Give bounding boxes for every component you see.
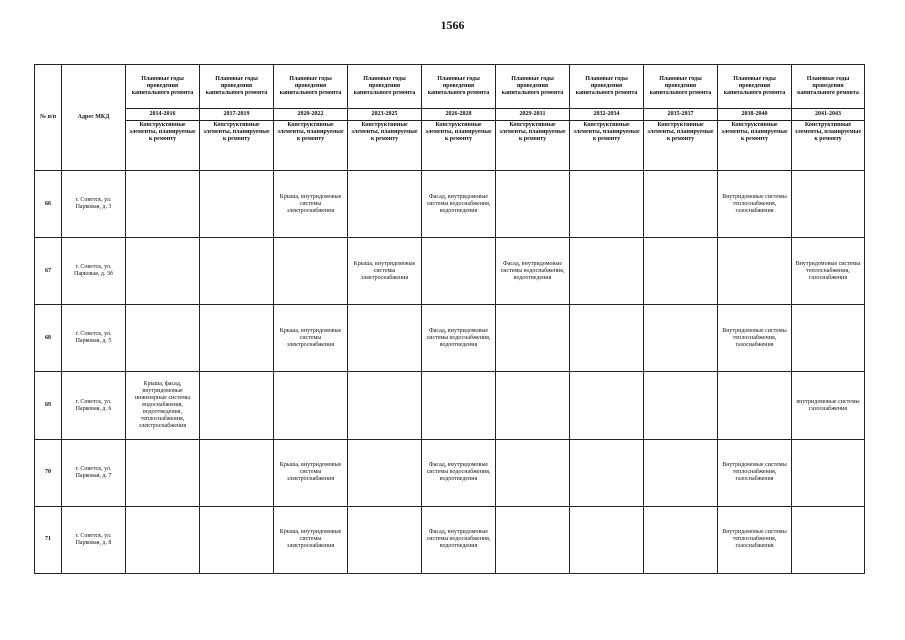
repair-cell: Крыша, внутридомовые системы электроснабжения <box>274 439 348 506</box>
row-address: г. Советск, ул. Парковая, д. 3б <box>62 238 126 305</box>
repair-cell <box>200 439 274 506</box>
table-row <box>35 439 865 506</box>
header-period: 2035-2037 <box>644 109 718 121</box>
repair-cell <box>792 305 865 372</box>
repair-cell <box>644 439 718 506</box>
header-elements-label: Конструктивные элементы, планируемые к ремонту <box>200 121 274 171</box>
repair-cell <box>348 372 422 439</box>
repair-cell <box>200 506 274 573</box>
header-elements-label: Конструктивные элементы, планируемые к ремонту <box>496 121 570 171</box>
header-planned-label: Плановые годы проведения капитального ремонта <box>126 65 200 109</box>
header-elements-label: Конструктивные элементы, планируемые к ремонту <box>570 121 644 171</box>
repair-cell: Фасад, внутридомовые системы водоснабжения, водоотведения <box>422 439 496 506</box>
header-row-planned <box>35 65 865 109</box>
header-period: 2026-2028 <box>422 109 496 121</box>
capital-repair-plan-table <box>34 64 865 574</box>
header-period: 2023-2025 <box>348 109 422 121</box>
repair-cell: Внутридомовые системы теплоснабжения, газоснабжения <box>792 238 865 305</box>
header-elements-label: Конструктивные элементы, планируемые к ремонту <box>126 121 200 171</box>
header-period: 2032-2034 <box>570 109 644 121</box>
repair-cell <box>570 372 644 439</box>
repair-cell: Внутридомовые системы теплоснабжения, газоснабжения <box>718 171 792 238</box>
repair-cell <box>126 506 200 573</box>
repair-cell <box>200 238 274 305</box>
repair-cell <box>570 171 644 238</box>
row-address: г. Советск, ул. Парковая, д. 6 <box>62 372 126 439</box>
repair-cell: Фасад, внутридомовые системы водоснабжения, водоотведения <box>422 171 496 238</box>
repair-cell: Фасад, внутридомовые системы водоснабжения, водоотведения <box>422 305 496 372</box>
table-row <box>35 305 865 372</box>
repair-cell: Внутридомовые системы теплоснабжения, газоснабжения <box>718 506 792 573</box>
repair-cell: Фасад, внутридомовые системы водоснабжения, водоотведения <box>496 238 570 305</box>
table-row <box>35 506 865 573</box>
header-period: 2017-2019 <box>200 109 274 121</box>
repair-cell <box>126 171 200 238</box>
header-elements-label: Конструктивные элементы, планируемые к ремонту <box>718 121 792 171</box>
header-elements-label: Конструктивные элементы, планируемые к ремонту <box>644 121 718 171</box>
header-period: 2014-2016 <box>126 109 200 121</box>
header-planned-label: Плановые годы проведения капитального ремонта <box>570 65 644 109</box>
repair-cell <box>422 238 496 305</box>
header-elements-label: Конструктивные элементы, планируемые к ремонту <box>792 121 865 171</box>
page-number: 1566 <box>440 18 465 32</box>
repair-cell: Крыша, внутридомовые системы электроснабжения <box>348 238 422 305</box>
header-elements-label: Конструктивные элементы, планируемые к ремонту <box>348 121 422 171</box>
header-planned-label: Плановые годы проведения капитального ремонта <box>348 65 422 109</box>
row-address: г. Советск, ул. Парковая, д. 5 <box>62 305 126 372</box>
header-num: № п/п <box>35 65 62 171</box>
repair-cell <box>644 305 718 372</box>
repair-cell <box>274 238 348 305</box>
repair-cell <box>348 171 422 238</box>
repair-cell <box>570 238 644 305</box>
repair-cell <box>496 372 570 439</box>
header-planned-label: Плановые годы проведения капитального ремонта <box>718 65 792 109</box>
repair-cell <box>496 171 570 238</box>
repair-cell <box>274 372 348 439</box>
header-planned-label: Плановые годы проведения капитального ремонта <box>496 65 570 109</box>
row-number: 66 <box>35 171 62 238</box>
repair-cell <box>348 439 422 506</box>
repair-cell: Крыша, внутридомовые системы электроснабжения <box>274 171 348 238</box>
repair-cell <box>718 238 792 305</box>
repair-cell: Крыша, внутридомовые системы электроснабжения <box>274 305 348 372</box>
repair-cell <box>570 506 644 573</box>
repair-cell <box>496 506 570 573</box>
repair-cell <box>570 305 644 372</box>
header-address: Адрес МКД <box>62 65 126 171</box>
repair-cell <box>718 372 792 439</box>
header-planned-label: Плановые годы проведения капитального ремонта <box>274 65 348 109</box>
header-planned-label: Плановые годы проведения капитального ремонта <box>200 65 274 109</box>
table-row <box>35 171 865 238</box>
header-planned-label: Плановые годы проведения капитального ремонта <box>792 65 865 109</box>
repair-cell: Внутридомовые системы теплоснабжения, газоснабжения <box>718 439 792 506</box>
header-period: 2029-2031 <box>496 109 570 121</box>
repair-cell <box>570 439 644 506</box>
repair-cell <box>644 372 718 439</box>
header-period: 2020-2022 <box>274 109 348 121</box>
repair-cell <box>348 305 422 372</box>
repair-cell <box>792 439 865 506</box>
repair-cell <box>644 238 718 305</box>
table-row <box>35 372 865 439</box>
header-row-periods <box>35 109 865 121</box>
repair-cell <box>496 439 570 506</box>
repair-cell <box>200 372 274 439</box>
repair-cell <box>496 305 570 372</box>
repair-cell <box>348 506 422 573</box>
repair-cell: Фасад, внутридомовые системы водоснабжения, водоотведения <box>422 506 496 573</box>
row-number: 68 <box>35 305 62 372</box>
repair-cell <box>422 372 496 439</box>
repair-cell <box>792 171 865 238</box>
row-number: 67 <box>35 238 62 305</box>
row-number: 70 <box>35 439 62 506</box>
repair-cell <box>126 305 200 372</box>
row-address: г. Советск, ул. Парковая, д. 3 <box>62 171 126 238</box>
repair-cell <box>644 171 718 238</box>
repair-cell <box>792 506 865 573</box>
table-row <box>35 238 865 305</box>
repair-cell <box>126 439 200 506</box>
repair-cell <box>200 171 274 238</box>
header-elements-label: Конструктивные элементы, планируемые к ремонту <box>274 121 348 171</box>
row-number: 71 <box>35 506 62 573</box>
repair-cell: Крыша, внутридомовые системы электроснабжения <box>274 506 348 573</box>
repair-cell <box>200 305 274 372</box>
repair-cell <box>644 506 718 573</box>
row-address: г. Советск, ул. Парковая, д. 8 <box>62 506 126 573</box>
header-period: 2041-2043 <box>792 109 865 121</box>
header-row-elements <box>35 121 865 171</box>
header-elements-label: Конструктивные элементы, планируемые к ремонту <box>422 121 496 171</box>
header-period: 2038-2040 <box>718 109 792 121</box>
header-planned-label: Плановые годы проведения капитального ремонта <box>644 65 718 109</box>
row-address: г. Советск, ул. Парковая, д. 7 <box>62 439 126 506</box>
header-planned-label: Плановые годы проведения капитального ремонта <box>422 65 496 109</box>
row-number: 69 <box>35 372 62 439</box>
repair-cell: Внутридомовые системы теплоснабжения, газоснабжения <box>718 305 792 372</box>
repair-cell <box>126 238 200 305</box>
repair-cell: внутридомовые системы газоснабжения <box>792 372 865 439</box>
repair-cell: Крыша, фасад, внутридомовые инженерные системы водоснабжения, водоотведения, теплоснабжения, электроснабжения <box>126 372 200 439</box>
